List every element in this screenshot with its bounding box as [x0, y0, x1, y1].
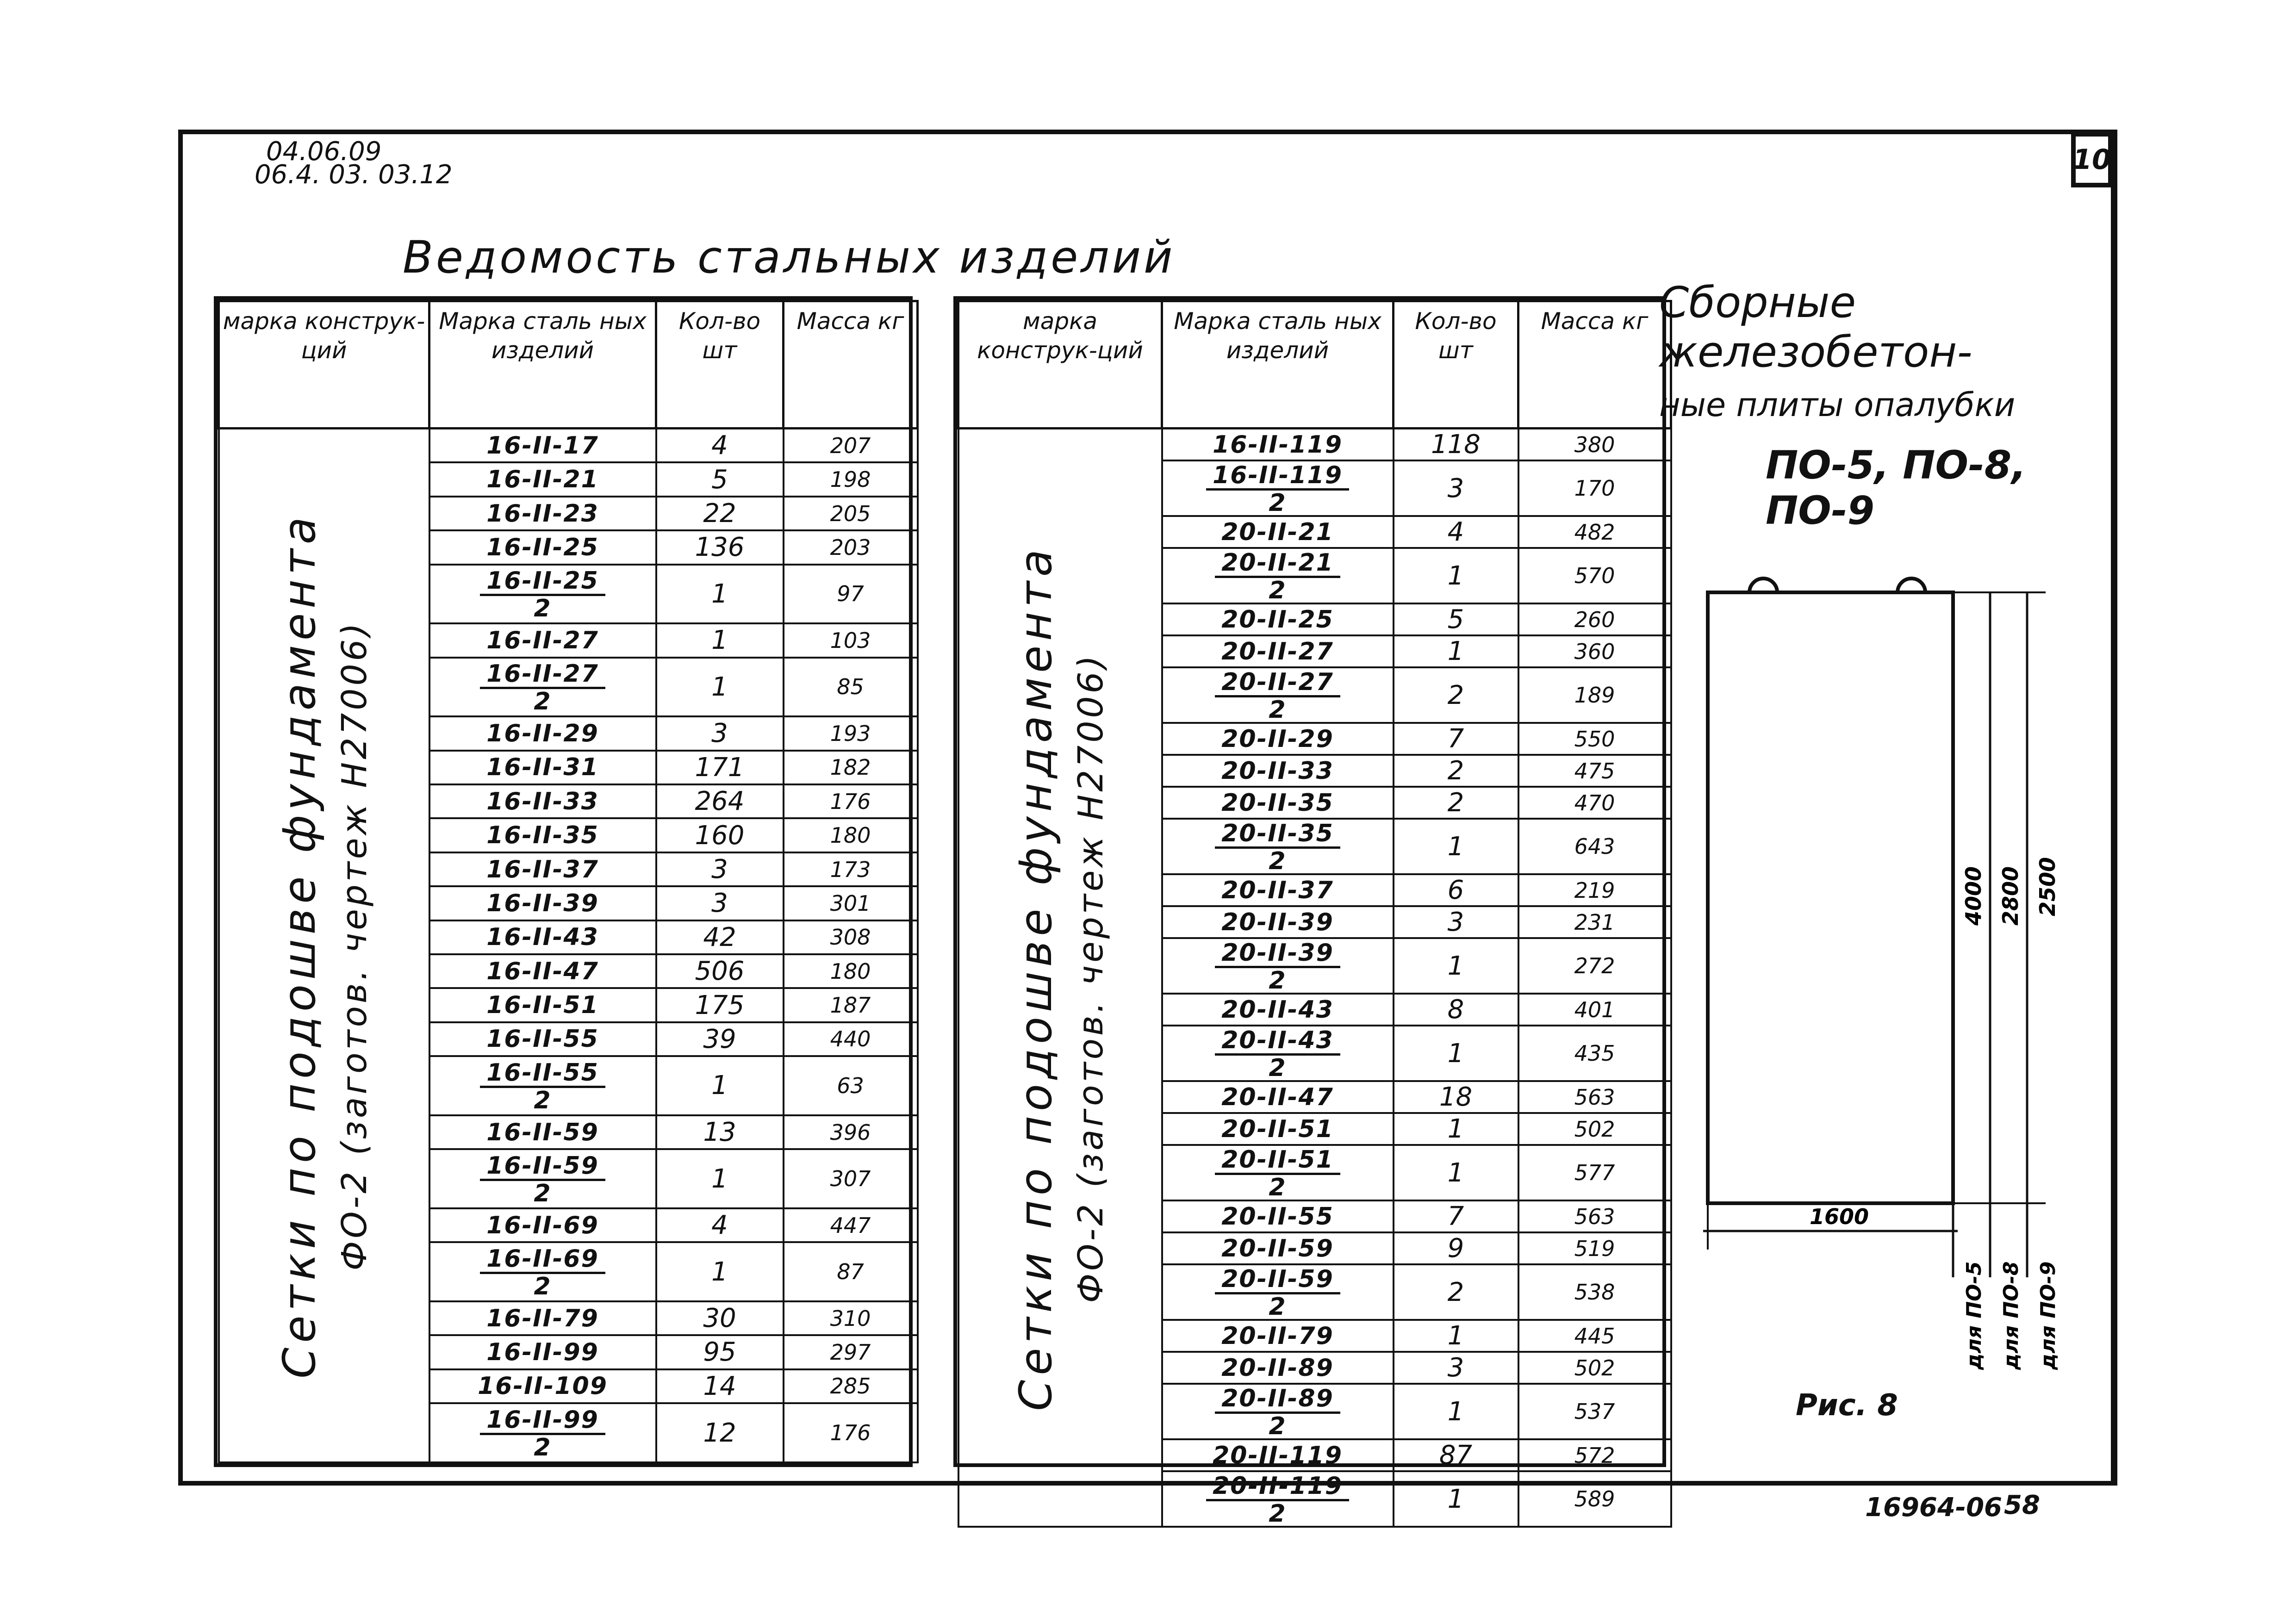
- steel-mark-cell: [1162, 1081, 1394, 1113]
- qty-cell: 506: [656, 954, 784, 988]
- steel-mark-cell: [1162, 1439, 1394, 1471]
- steel-mark-cell: [1162, 723, 1394, 755]
- steel-mark-cell: [429, 852, 656, 886]
- document-title: Ведомость стальных изделий: [403, 231, 1176, 283]
- mark-numerator: 16-II-119: [1206, 463, 1349, 491]
- mass-cell: 207: [784, 429, 918, 463]
- mass-cell: 435: [1518, 1026, 1671, 1081]
- qty-cell: 1: [1394, 1145, 1518, 1200]
- col-qty: Кол-во шт: [1394, 301, 1518, 429]
- steel-table-left: [214, 296, 913, 1467]
- qty-cell: 264: [656, 784, 784, 818]
- steel-mark-cell: [1162, 460, 1394, 516]
- qty-cell: 30: [656, 1301, 784, 1335]
- mark-text: 20-II-119: [1213, 1441, 1343, 1469]
- steel-mark-cell: [429, 565, 656, 624]
- mark-text: 16-II-59: [486, 1118, 599, 1146]
- panel-title-line-3: ПО-5, ПО-8, ПО-9: [1766, 442, 2027, 533]
- col-steel-mark: Марка сталь ных изделий: [1162, 301, 1394, 429]
- mark-denominator: 2: [534, 1180, 552, 1208]
- steel-mark-cell: [1162, 1471, 1394, 1527]
- table-row: [958, 429, 1671, 461]
- qty-cell: 95: [656, 1335, 784, 1369]
- dim-2800-label: 2800: [1998, 866, 2023, 926]
- mass-cell: 396: [784, 1115, 918, 1149]
- dim-4000-label: 4000: [1961, 866, 1986, 926]
- group-label-line-1: Сетки по подошве фундамента: [1009, 544, 1062, 1411]
- mark-denominator: 2: [1269, 577, 1287, 603]
- mass-cell: 189: [1518, 667, 1671, 723]
- table-body: [219, 429, 918, 1463]
- mass-cell: 97: [784, 565, 918, 624]
- group-label-line-1: Сетки по подошве фундамента: [274, 512, 325, 1379]
- mark-denominator: 2: [534, 1273, 552, 1301]
- mark-text: 20-II-43: [1221, 995, 1334, 1024]
- mass-cell: 260: [1518, 603, 1671, 635]
- steel-mark-cell: [429, 818, 656, 852]
- mass-cell: 187: [784, 988, 918, 1022]
- group-label-line-2: ФО-2 (заготов. чертеж H27006): [335, 620, 374, 1271]
- mass-cell: 563: [1518, 1200, 1671, 1232]
- dim-1600-label: 1600: [1810, 1204, 1869, 1229]
- qty-cell: 1: [1394, 635, 1518, 667]
- col-mass: Масса кг: [1518, 301, 1671, 429]
- mass-cell: 502: [1518, 1113, 1671, 1145]
- mark-text: 16-II-31: [486, 753, 599, 782]
- qty-cell: 3: [1394, 460, 1518, 516]
- steel-mark-cell: [429, 954, 656, 988]
- mass-cell: 643: [1518, 819, 1671, 874]
- qty-cell: 3: [656, 852, 784, 886]
- steel-mark-cell: [1162, 667, 1394, 723]
- steel-mark-cell: [429, 988, 656, 1022]
- mark-text: 20-II-35: [1221, 789, 1334, 817]
- qty-cell: 3: [656, 886, 784, 920]
- table-body: [958, 429, 1671, 1527]
- steel-mark-cell: [429, 1403, 656, 1462]
- col-construction: марка конструк-ций: [958, 301, 1162, 429]
- steel-mark-cell: [429, 623, 656, 657]
- group-label: [958, 429, 1162, 1527]
- steel-mark-cell: [1162, 1026, 1394, 1081]
- steel-mark-cell: [1162, 787, 1394, 819]
- steel-mark-cell: [1162, 874, 1394, 906]
- mass-cell: 577: [1518, 1145, 1671, 1200]
- mass-cell: 537: [1518, 1384, 1671, 1439]
- mark-denominator: 2: [1269, 1500, 1287, 1527]
- qty-cell: 7: [1394, 1200, 1518, 1232]
- steel-mark-cell: [1162, 1320, 1394, 1352]
- mark-denominator: 2: [1269, 489, 1287, 516]
- mark-text: 20-II-39: [1221, 908, 1334, 936]
- mark-text: 16-II-29: [486, 719, 599, 747]
- mark-text: 20-II-55: [1221, 1202, 1334, 1231]
- qty-cell: 1: [656, 658, 784, 717]
- steel-mark-cell: [429, 429, 656, 463]
- steel-mark-cell: [1162, 906, 1394, 938]
- footer-page: 58: [2004, 1490, 2040, 1520]
- steel-mark-cell: [1162, 1384, 1394, 1439]
- mark-denominator: 2: [1269, 1174, 1287, 1200]
- mark-numerator: 20-II-59: [1215, 1267, 1340, 1294]
- mark-numerator: 20-II-39: [1215, 941, 1340, 968]
- table-row: [219, 429, 918, 463]
- mass-cell: 87: [784, 1242, 918, 1301]
- mass-cell: 550: [1518, 723, 1671, 755]
- mass-cell: 445: [1518, 1320, 1671, 1352]
- mass-cell: 360: [1518, 635, 1671, 667]
- qty-cell: 1: [1394, 938, 1518, 994]
- mark-text: 16-II-37: [486, 855, 599, 883]
- qty-cell: 2: [1394, 755, 1518, 787]
- qty-cell: 14: [656, 1369, 784, 1403]
- mark-denominator: 2: [534, 595, 552, 623]
- label-po9: для ПО-9: [2036, 1261, 2060, 1370]
- mark-text: 20-II-47: [1221, 1083, 1334, 1111]
- lifting-loop-right: [1898, 578, 1925, 592]
- steel-mark-cell: [429, 1242, 656, 1301]
- mass-cell: 176: [784, 784, 918, 818]
- qty-cell: 1: [656, 1056, 784, 1115]
- qty-cell: 1: [1394, 1320, 1518, 1352]
- mass-cell: 205: [784, 497, 918, 530]
- mark-text: 16-II-51: [486, 991, 599, 1020]
- mark-text: 20-II-37: [1221, 876, 1334, 904]
- steel-mark-cell: [1162, 516, 1394, 548]
- panel-title: [1659, 278, 2122, 533]
- mass-cell: 180: [784, 954, 918, 988]
- sheet-number: 10: [2071, 132, 2113, 187]
- qty-cell: 1: [1394, 1113, 1518, 1145]
- qty-cell: 1: [656, 1149, 784, 1208]
- mass-cell: 173: [784, 852, 918, 886]
- mass-cell: 589: [1518, 1471, 1671, 1527]
- mark-text: 16-II-43: [486, 923, 599, 951]
- mark-denominator: 2: [1269, 1412, 1287, 1439]
- steel-mark-cell: [1162, 603, 1394, 635]
- mass-cell: 572: [1518, 1439, 1671, 1471]
- steel-mark-cell: [1162, 938, 1394, 994]
- mark-numerator: 20-II-21: [1215, 551, 1340, 578]
- qty-cell: 39: [656, 1022, 784, 1056]
- mass-cell: 182: [784, 751, 918, 784]
- mass-cell: 103: [784, 623, 918, 657]
- mass-cell: 176: [784, 1403, 918, 1462]
- code-line-2: 06.4. 03. 03.12: [255, 160, 453, 190]
- qty-cell: 13: [656, 1115, 784, 1149]
- steel-table-right: [953, 296, 1666, 1527]
- steel-mark-cell: [1162, 994, 1394, 1026]
- mark-numerator: 16-II-27: [480, 662, 605, 689]
- mark-text: 16-II-47: [486, 957, 599, 985]
- steel-mark-cell: [429, 1208, 656, 1242]
- mark-denominator: 2: [534, 1086, 552, 1114]
- qty-cell: 1: [1394, 1026, 1518, 1081]
- col-steel-mark: Марка сталь ных изделий: [429, 301, 656, 429]
- qty-cell: 7: [1394, 723, 1518, 755]
- mass-cell: 502: [1518, 1352, 1671, 1384]
- mark-text: 20-II-33: [1221, 757, 1334, 785]
- steel-mark-cell: [429, 751, 656, 784]
- figure-caption: Рис. 8: [1796, 1388, 1898, 1423]
- steel-mark-cell: [429, 1115, 656, 1149]
- mark-numerator: 20-II-119: [1206, 1474, 1349, 1501]
- steel-mark-cell: [1162, 429, 1394, 461]
- steel-mark-cell: [1162, 1232, 1394, 1264]
- steel-mark-cell: [429, 1056, 656, 1115]
- col-construction: марка конструк-ций: [219, 301, 429, 429]
- qty-cell: 2: [1394, 1264, 1518, 1320]
- mass-cell: 447: [784, 1208, 918, 1242]
- panel-outline: [1708, 592, 1953, 1203]
- steel-mark-cell: [429, 658, 656, 717]
- qty-cell: 2: [1394, 787, 1518, 819]
- qty-cell: 1: [1394, 819, 1518, 874]
- mass-cell: 307: [784, 1149, 918, 1208]
- mark-text: 16-II-69: [486, 1211, 599, 1239]
- mark-denominator: 2: [1269, 1293, 1287, 1320]
- mark-denominator: 2: [1269, 1054, 1287, 1081]
- qty-cell: 1: [1394, 548, 1518, 603]
- mark-numerator: 20-II-27: [1215, 670, 1340, 697]
- mass-cell: 297: [784, 1335, 918, 1369]
- steel-mark-cell: [1162, 635, 1394, 667]
- mass-cell: 470: [1518, 787, 1671, 819]
- mass-cell: 563: [1518, 1081, 1671, 1113]
- mass-cell: 272: [1518, 938, 1671, 994]
- mark-text: 20-II-51: [1221, 1115, 1334, 1143]
- mass-cell: 301: [784, 886, 918, 920]
- mark-text: 16-II-23: [486, 499, 599, 528]
- mark-text: 20-II-25: [1221, 605, 1334, 634]
- qty-cell: 8: [1394, 994, 1518, 1026]
- col-qty: Кол-во шт: [656, 301, 784, 429]
- qty-cell: 1: [656, 1242, 784, 1301]
- steel-mark-cell: [1162, 1113, 1394, 1145]
- qty-cell: 5: [656, 462, 784, 496]
- mark-text: 16-II-27: [486, 626, 599, 654]
- panel-drawing: [1694, 565, 2110, 1379]
- mark-denominator: 2: [1269, 847, 1287, 874]
- mass-cell: 219: [1518, 874, 1671, 906]
- mark-denominator: 2: [1269, 967, 1287, 994]
- mark-numerator: 16-II-55: [480, 1061, 605, 1088]
- steel-mark-cell: [429, 530, 656, 564]
- qty-cell: 3: [1394, 1352, 1518, 1384]
- label-po5: для ПО-5: [1962, 1261, 1986, 1370]
- steel-mark-cell: [429, 1335, 656, 1369]
- qty-cell: 18: [1394, 1081, 1518, 1113]
- mass-cell: 401: [1518, 994, 1671, 1026]
- label-po8: для ПО-8: [1999, 1261, 2023, 1370]
- mark-numerator: 20-II-89: [1215, 1387, 1340, 1414]
- mass-cell: 570: [1518, 548, 1671, 603]
- qty-cell: 4: [656, 429, 784, 463]
- panel-title-line-1: Сборные железобетон-: [1659, 278, 1972, 377]
- group-label-line-2: ФО-2 (заготов. чертеж H27006): [1070, 653, 1111, 1303]
- mass-cell: 63: [784, 1056, 918, 1115]
- steel-mark-cell: [429, 1149, 656, 1208]
- mark-text: 16-II-17: [486, 431, 599, 460]
- col-mass: Масса кг: [784, 301, 918, 429]
- mark-text: 20-II-59: [1221, 1234, 1334, 1262]
- mark-denominator: 2: [534, 688, 552, 716]
- steel-mark-cell: [429, 784, 656, 818]
- mark-numerator: 16-II-59: [480, 1154, 605, 1181]
- steel-mark-cell: [429, 1301, 656, 1335]
- mass-cell: 519: [1518, 1232, 1671, 1264]
- dim-2500-label: 2500: [2035, 857, 2060, 916]
- mark-text: 16-II-79: [486, 1304, 599, 1332]
- steel-mark-cell: [1162, 755, 1394, 787]
- mass-cell: 440: [784, 1022, 918, 1056]
- mark-denominator: 2: [1269, 696, 1287, 723]
- mass-cell: 231: [1518, 906, 1671, 938]
- qty-cell: 1: [1394, 1471, 1518, 1527]
- mark-text: 20-II-27: [1221, 637, 1334, 665]
- qty-cell: 1: [1394, 1384, 1518, 1439]
- mass-cell: 308: [784, 920, 918, 954]
- qty-cell: 12: [656, 1403, 784, 1462]
- group-label: [219, 429, 429, 1463]
- qty-cell: 1: [656, 565, 784, 624]
- qty-cell: 4: [1394, 516, 1518, 548]
- qty-cell: 3: [656, 716, 784, 750]
- qty-cell: 87: [1394, 1439, 1518, 1471]
- mark-numerator: 20-II-35: [1215, 821, 1340, 849]
- mass-cell: 285: [784, 1369, 918, 1403]
- mass-cell: 180: [784, 818, 918, 852]
- qty-cell: 6: [1394, 874, 1518, 906]
- mark-text: 16-II-39: [486, 889, 599, 917]
- mark-numerator: 16-II-25: [480, 569, 605, 596]
- qty-cell: 4: [656, 1208, 784, 1242]
- qty-cell: 5: [1394, 603, 1518, 635]
- qty-cell: 22: [656, 497, 784, 530]
- mark-numerator: 20-II-43: [1215, 1028, 1340, 1056]
- mass-cell: 85: [784, 658, 918, 717]
- steel-mark-cell: [429, 462, 656, 496]
- qty-cell: 175: [656, 988, 784, 1022]
- mark-numerator: 20-II-51: [1215, 1148, 1340, 1175]
- mass-cell: 310: [784, 1301, 918, 1335]
- qty-cell: 160: [656, 818, 784, 852]
- mark-text: 16-II-25: [486, 533, 599, 561]
- qty-cell: 171: [656, 751, 784, 784]
- mass-cell: 482: [1518, 516, 1671, 548]
- mark-text: 16-II-33: [486, 787, 599, 815]
- steel-mark-cell: [429, 716, 656, 750]
- mass-cell: 170: [1518, 460, 1671, 516]
- qty-cell: 3: [1394, 906, 1518, 938]
- mark-denominator: 2: [534, 1434, 552, 1462]
- steel-mark-cell: [1162, 1145, 1394, 1200]
- qty-cell: 1: [656, 623, 784, 657]
- mark-text: 20-II-29: [1221, 725, 1334, 753]
- code-line-1: 04.06.09: [266, 137, 382, 167]
- mass-cell: 198: [784, 462, 918, 496]
- qty-cell: 9: [1394, 1232, 1518, 1264]
- mark-text: 16-II-119: [1213, 430, 1343, 459]
- steel-mark-cell: [429, 920, 656, 954]
- mark-text: 16-II-99: [486, 1338, 599, 1366]
- mark-text: 16-II-21: [486, 466, 599, 494]
- mass-cell: 475: [1518, 755, 1671, 787]
- steel-mark-cell: [1162, 548, 1394, 603]
- steel-mark-cell: [429, 886, 656, 920]
- steel-mark-cell: [1162, 1200, 1394, 1232]
- qty-cell: 2: [1394, 667, 1518, 723]
- steel-mark-cell: [1162, 819, 1394, 874]
- steel-mark-cell: [429, 1022, 656, 1056]
- qty-cell: 118: [1394, 429, 1518, 461]
- mass-cell: 538: [1518, 1264, 1671, 1320]
- mark-text: 16-II-109: [478, 1372, 608, 1400]
- qty-cell: 42: [656, 920, 784, 954]
- qty-cell: 136: [656, 530, 784, 564]
- mark-text: 16-II-55: [486, 1025, 599, 1053]
- steel-mark-cell: [1162, 1264, 1394, 1320]
- mark-numerator: 16-II-69: [480, 1247, 605, 1274]
- panel-title-line-2: ные плиты опалубки: [1659, 386, 2016, 424]
- steel-mark-cell: [1162, 1352, 1394, 1384]
- mark-text: 20-II-21: [1221, 518, 1334, 546]
- mark-text: 20-II-79: [1221, 1322, 1334, 1350]
- mass-cell: 380: [1518, 429, 1671, 461]
- steel-mark-cell: [429, 1369, 656, 1403]
- mark-text: 20-II-89: [1221, 1354, 1334, 1382]
- mark-numerator: 16-II-99: [480, 1408, 605, 1435]
- steel-mark-cell: [429, 497, 656, 530]
- footer-code: 16964-06: [1865, 1492, 2002, 1523]
- mark-text: 16-II-35: [486, 821, 599, 850]
- mass-cell: 203: [784, 530, 918, 564]
- lifting-loop-left: [1749, 578, 1777, 592]
- mass-cell: 193: [784, 716, 918, 750]
